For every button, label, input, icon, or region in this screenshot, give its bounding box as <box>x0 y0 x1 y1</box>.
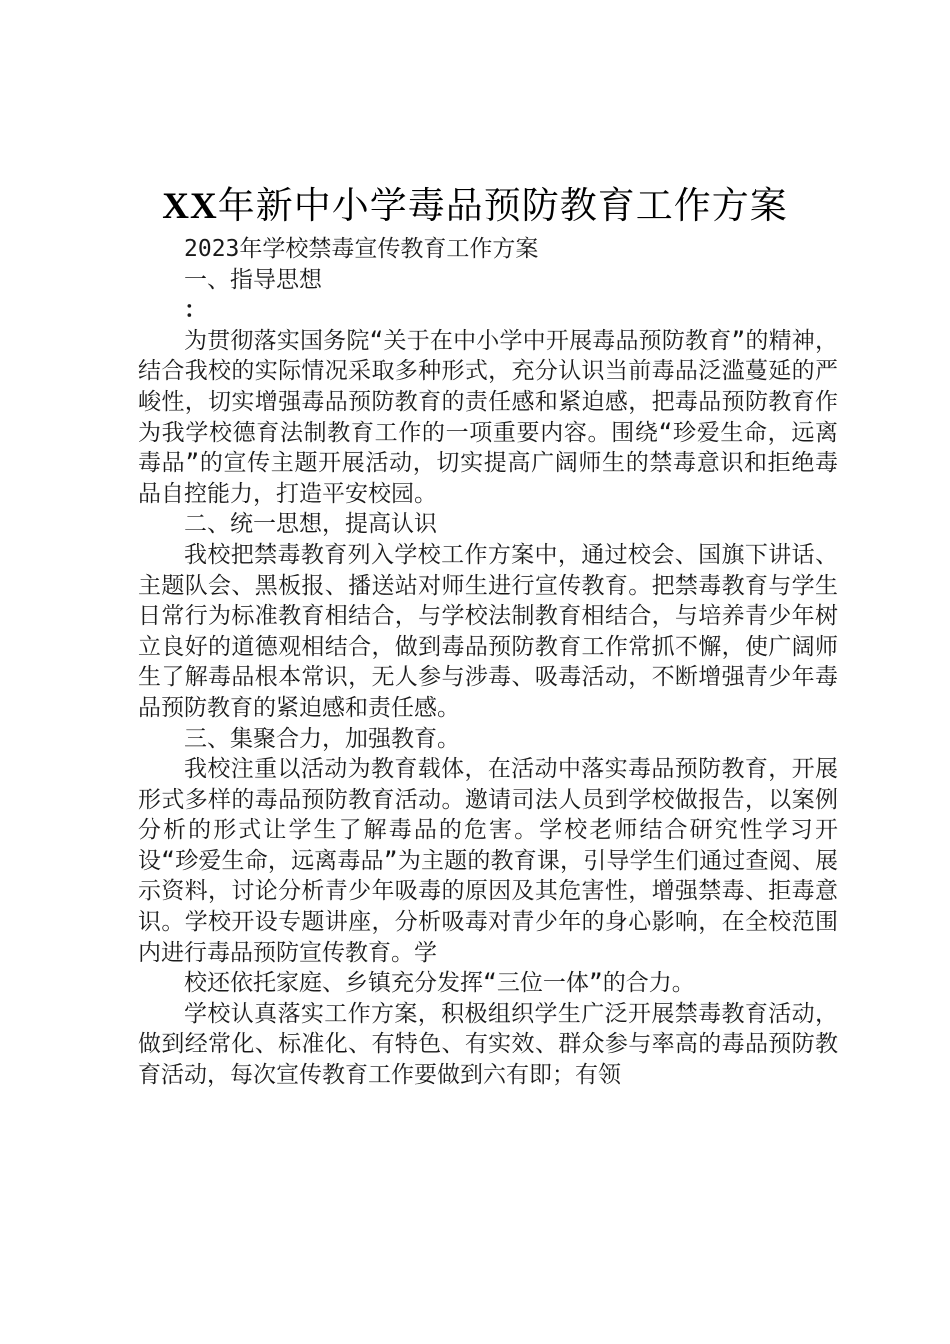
section-heading: 二、统一思想，提高认识 <box>184 511 437 538</box>
paragraph: 校还依托家庭、乡镇充分发挥“三位一体”的合力。 <box>184 970 695 997</box>
paragraph: 我校把禁毒教育列入学校工作方案中，通过校会、国旗下讲话、主题队会、黑板报、播送站对师生进行宣传教育。把禁毒教育与学生日常行为标准教育相结合，与学校法制教育相结合，与培养青少年树立良好的道德观相结合，做到毒品预防教育工作常抓不懈，使广阔师生了解毒品根本常识，无人参与涉毒、吸毒活动，不断增强青少年毒品预防教育的紧迫感和责任感。 <box>138 541 838 721</box>
paragraph: 为贯彻落实国务院“关于在中小学中开展毒品预防教育”的精神，结合我校的实际情况采取多种形式，充分认识当前毒品泛滥蔓延的严峻性，切实增强毒品预防教育的责任感和紧迫感，把毒品预防教育作为我学校德育法制教育工作的一项重要内容。围绕“珍爱生命，远离毒品”的宣传主题开展活动，切实提高广阔师生的禁毒意识和拒绝毒品自控能力，打造平安校园。 <box>138 327 838 507</box>
paragraph: 我校注重以活动为教育载体，在活动中落实毒品预防教育，开展形式多样的毒品预防教育活动。邀请司法人员到学校做报告，以案例分析的形式让学生了解毒品的危害。学校老师结合研究性学习开设“珍爱生命，远离毒品”为主题的教育课，引导学生们通过查阅、展示资料，讨论分析青少年吸毒的原因及其危害性，增强禁毒、拒毒意识。学校开设专题讲座，分析吸毒对青少年的身心影响，在全校范围内进行毒品预防宣传教育。学 <box>138 756 838 966</box>
section-heading: 一、指导思想 <box>184 266 322 293</box>
document-title <box>0 180 950 233</box>
title-text: 年新中小学毒品预防教育工作方案 <box>217 184 788 227</box>
title-prefix: XX <box>162 186 218 227</box>
section-heading: 三、集聚合力，加强教育。 <box>184 725 460 752</box>
document-body <box>138 234 838 1091</box>
paragraph: 学校认真落实工作方案，积极组织学生广泛开展禁毒教育活动，做到经常化、标准化、有特色、有实效、群众参与率高的毒品预防教育活动，每次宣传教育工作要做到六有即；有领 <box>138 1000 838 1089</box>
stray-colon: ： <box>184 297 207 324</box>
subtitle: 2023年学校禁毒宣传教育工作方案 <box>184 236 539 262</box>
